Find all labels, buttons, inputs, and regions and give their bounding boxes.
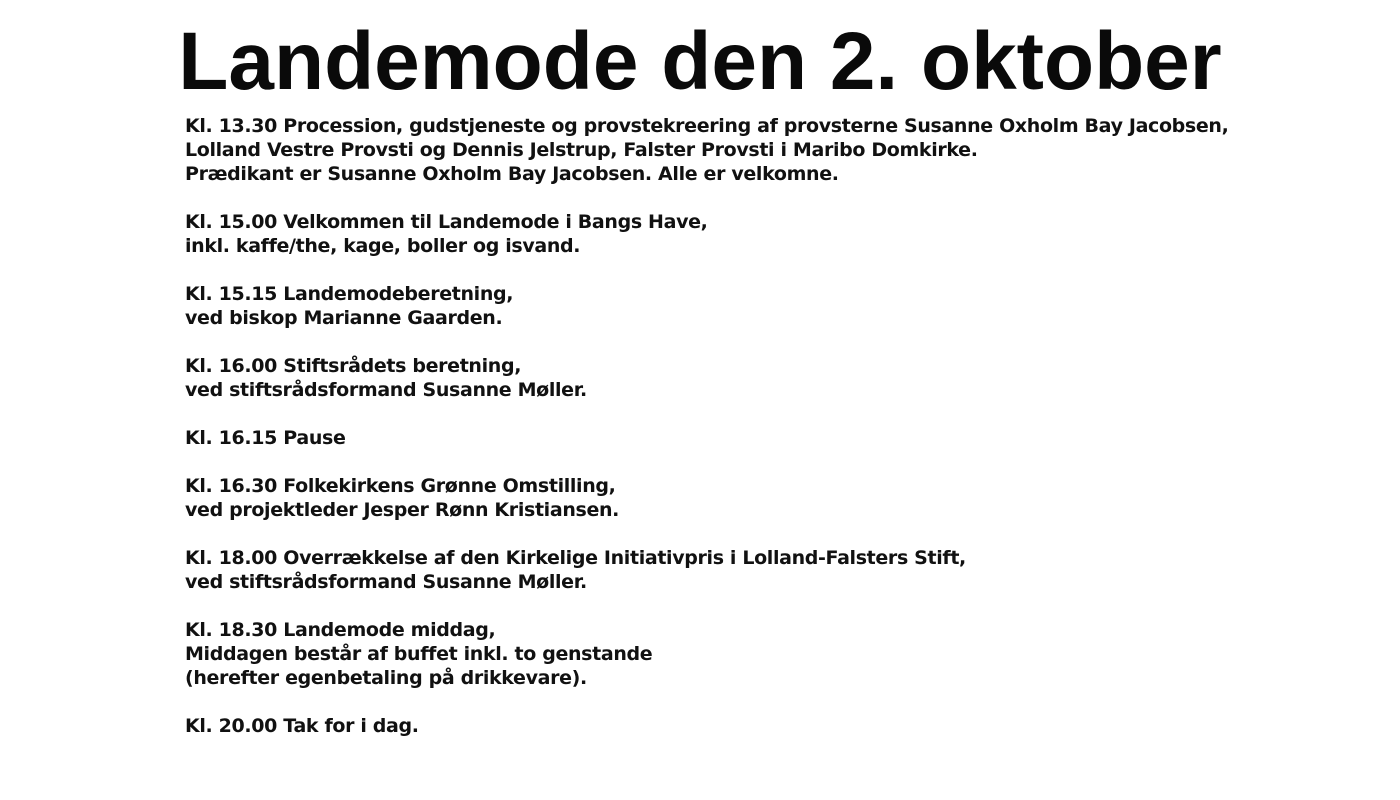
agenda-item-1800 [185,546,1285,594]
agenda-line: Kl. 13.30 Procession, gudstjeneste og provstekreering af provsterne Susanne Oxholm Bay Jacobsen, [185,115,1229,137]
agenda-line: Middagen består af buffet inkl. to genstande [185,643,653,665]
agenda-item-2000 [185,714,1285,738]
agenda-line: inkl. kaffe/the, kage, boller og isvand. [185,235,581,257]
agenda-line: Kl. 18.30 Landemode middag, [185,619,496,641]
agenda-item-1515 [185,282,1285,330]
agenda-list [185,114,1285,762]
agenda-item-1330 [185,114,1285,186]
agenda-line: ved stiftsrådsformand Susanne Møller. [185,571,587,593]
agenda-line: (herefter egenbetaling på drikkevare). [185,667,587,689]
agenda-line: Kl. 16.30 Folkekirkens Grønne Omstilling, [185,475,616,497]
agenda-line: Prædikant er Susanne Oxholm Bay Jacobsen. Alle er velkomne. [185,163,839,185]
agenda-line: ved projektleder Jesper Rønn Kristiansen. [185,499,620,521]
page-title: Landemode den 2. oktober [178,16,1222,107]
agenda-line: ved stiftsrådsformand Susanne Møller. [185,379,587,401]
agenda-line: Lolland Vestre Provsti og Dennis Jelstrup, Falster Provsti i Maribo Domkirke. [185,139,978,161]
agenda-line: ved biskop Marianne Gaarden. [185,307,503,329]
agenda-line: Kl. 15.00 Velkommen til Landemode i Bangs Have, [185,211,708,233]
agenda-line: Kl. 16.00 Stiftsrådets beretning, [185,355,522,377]
agenda-line: Kl. 18.00 Overrækkelse af den Kirkelige Initiativpris i Lolland-Falsters Stift, [185,547,966,569]
agenda-item-1500 [185,210,1285,258]
agenda-item-1630 [185,474,1285,522]
agenda-line: Kl. 16.15 Pause [185,427,346,449]
agenda-item-1830 [185,618,1285,690]
agenda-item-1615 [185,426,1285,450]
agenda-item-1600 [185,354,1285,402]
agenda-line: Kl. 15.15 Landemodeberetning, [185,283,514,305]
agenda-line: Kl. 20.00 Tak for i dag. [185,715,419,737]
